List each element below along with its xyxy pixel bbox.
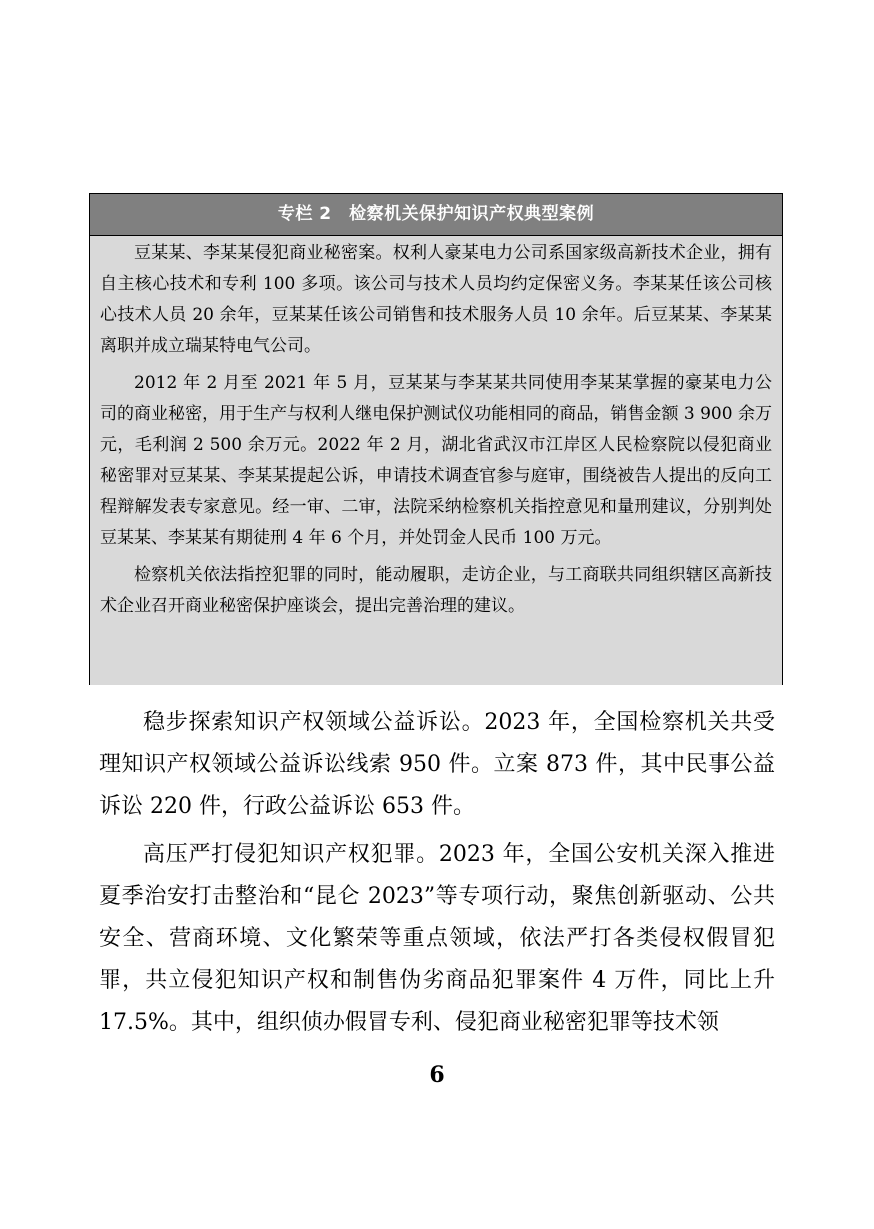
case-box (89, 193, 783, 685)
main-text (99, 702, 775, 1044)
case-box-body (90, 236, 782, 685)
body-paragraph: 稳步探索知识产权领域公益诉讼。2023 年，全国检察机关共受理知识产权领域公益诉讼线索 950 件。立案 873 件，其中民事公益诉讼 220 件，行政公益诉讼 653 件。 (99, 710, 775, 819)
page-number: 6 (429, 1062, 445, 1088)
case-paragraph: 豆某某、李某某侵犯商业秘密案。权利人豪某电力公司系国家级高新技术企业，拥有自主核心技术和专利 100 多项。该公司与技术人员均约定保密义务。李某某任该公司核心技术人员 20 余年，豆某某任该公司销售和技术服务人员 10 余年。后豆某某、李某某离职并成立瑞某特电气公司。 (100, 243, 772, 356)
case-paragraph: 检察机关依法指控犯罪的同时，能动履职，走访企业，与工商联共同组织辖区高新技术企业召开商业秘密保护座谈会，提出完善治理的建议。 (100, 565, 772, 616)
case-paragraph: 2012 年 2 月至 2021 年 5 月，豆某某与李某某共同使用李某某掌握的豪某电力公司的商业秘密，用于生产与权利人继电保护测试仪功能相同的商品，销售金额 3 900 余万元，毛利润 2 500 余万元。2022 年 2 月，湖北省武汉市江岸区人民检察院以侵犯商业秘密罪对豆某某、李某某提起公诉，申请技术调查官参与庭审，围绕被告人提出的反向工程辩解发表专家意见。经一审、二审，法院采纳检察机关指控意见和量刑建议，分别判处豆某某、李某某有期徒刑 4 年 6 个月，并处罚金人民币 100 万元。 (100, 373, 772, 548)
body-paragraph: 高压严打侵犯知识产权犯罪。2023 年，全国公安机关深入推进夏季治安打击整治和“昆仑 2023”等专项行动，聚焦创新驱动、公共安全、营商环境、文化繁荣等重点领域，依法严打各类侵权假冒犯罪，共立侵犯知识产权和制售伪劣商品犯罪案件 4 万件，同比上升 17.5%。其中，组织侦办假冒专利、侵犯商业秘密犯罪等技术领 (99, 842, 775, 1035)
case-box-title: 专栏 2 检察机关保护知识产权典型案例 (90, 194, 782, 236)
